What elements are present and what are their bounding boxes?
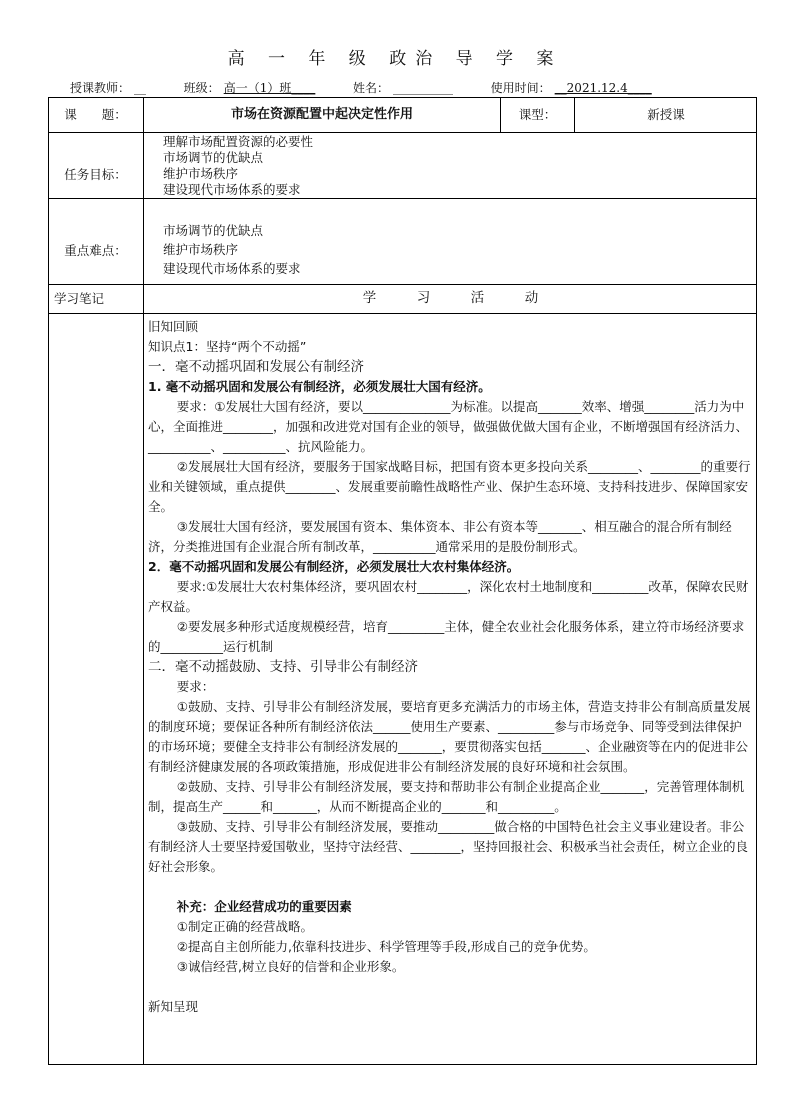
- activity-content: [148, 317, 754, 1017]
- name-value: __________: [393, 81, 453, 95]
- key-item: 建设现代市场体系的要求: [163, 261, 301, 276]
- class-value: 高一（1）班____: [223, 81, 316, 95]
- goal-item: 市场调节的优缺点: [163, 150, 264, 165]
- notes-label: 学习笔记: [54, 291, 105, 306]
- supplement-heading: 补充：企业经营成功的重要因素: [176, 899, 352, 914]
- list-item: ②提高自主创所能力,依靠科技进步、科学管理等手段,形成自己的竞争优势。: [176, 939, 596, 954]
- paragraph: ②发展展壮大国有经济，要服务于国家战略目标，把国有资本更多投向关系________、________的重要行业和关键领域，重点提供________、发展重要前瞻性战略性产业、保护生态环境、支持科技进步、保障国家安全。: [148, 459, 751, 514]
- list-item: ①制定正确的经营战略。: [176, 919, 313, 934]
- key-item: 维护市场秩序: [163, 242, 239, 257]
- type-value: 新授课: [647, 107, 685, 122]
- activity-label: 学 习 活 动: [362, 290, 539, 306]
- subsection-heading: 2．毫不动摇巩固和发展公有制经济，必须发展壮大农村集体经济。: [148, 559, 520, 574]
- topic-value: 市场在资源配置中起决定性作用: [230, 107, 413, 122]
- time-value: __2021.12.4____: [554, 81, 652, 95]
- paragraph: 要求:①发展壮大农村集体经济，要巩固农村________，深化农村土地制度和_________改革，保障农民财产权益。: [148, 579, 749, 614]
- topic-label: 课 题：: [64, 107, 127, 122]
- time-label: 使用时间：: [490, 81, 551, 95]
- goals-list: [163, 134, 743, 198]
- list-item: ③诚信经营,树立良好的信誉和企业形象。: [176, 959, 405, 974]
- paragraph: 要求：: [176, 679, 215, 694]
- goal-item: 建设现代市场体系的要求: [163, 182, 301, 197]
- type-label: 课型：: [518, 107, 557, 122]
- goals-label: 任务目标：: [64, 167, 127, 182]
- key-item: 市场调节的优缺点: [163, 223, 264, 238]
- section-heading: 一．毫不动摇巩固和发展公有制经济: [148, 359, 364, 375]
- keys-list: [163, 221, 743, 278]
- goal-item: 理解市场配置资源的必要性: [163, 134, 314, 149]
- keys-label: 重点难点：: [64, 243, 127, 258]
- paragraph: ③鼓励、支持、引导非公有制经济发展，要推动_________做合格的中国特色社会主义事业建设者。非公有制经济人士要坚持爱国敬业，坚持守法经营、________，坚持回报社会、积极承当社会责任，树立企业的良好社会形象。: [148, 819, 749, 874]
- knowledge-point: 知识点1：坚持“两个不动摇”: [148, 339, 307, 354]
- paragraph: ①鼓励、支持、引导非公有制经济发展，要培育更多充满活力的市场主体，营造支持非公有制高质量发展的制度环境；要保证各种所有制经济依法______使用生产要素、_________参与市场竞争、同等受到法律保护的市场环境；要健全支持非公有制经济发展的_______，要贯彻落实包括_______、企业融资等在内的促进非公有制经济健康发展的各项政策措施，形成促进非公有制经济发展的良好环境和社会氛围。: [148, 699, 751, 774]
- row-divider: [48, 284, 757, 285]
- row-divider: [48, 313, 757, 314]
- row-divider: [48, 198, 757, 199]
- paragraph: ③发展壮大国有经济，要发展国有资本、集体资本、非公有资本等_______、相互融合的混合所有制经济，分类推进国有企业混合所有制改革，__________通常采用的是股份制形式。: [148, 519, 732, 554]
- goal-item: 维护市场秩序: [163, 166, 239, 181]
- doc-title: 高 一 年 级 政治 导 学 案: [227, 49, 563, 69]
- class-label: 班级：: [183, 81, 220, 95]
- paragraph: 要求：①发展壮大国有经济，要以______________为标准。以提高_______效率、增强________活力为中心，全面推进________，加强和改进党对国有企业的领导，做强做优做大国有企业，不断增强国有经济活力、__________、__________、抗风险能力。: [148, 399, 749, 454]
- name-label: 姓名：: [352, 81, 389, 95]
- section-heading: 二．毫不动摇鼓励、支持、引导非公有制经济: [148, 659, 418, 675]
- teacher-label: 授课教师：: [70, 81, 131, 95]
- header-meta: [70, 79, 760, 96]
- section-heading: 旧知回顾: [148, 319, 199, 334]
- row-divider: [48, 132, 757, 133]
- teacher-value: __: [134, 81, 147, 95]
- paragraph: ②要发展多种形式适度规模经营，培育_________主体，健全农业社会化服务体系，建立符市场经济要求的__________运行机制: [148, 619, 745, 654]
- column-divider: [143, 97, 144, 1065]
- paragraph: ②鼓励、支持、引导非公有制经济发展，要支持和帮助非公有制企业提高企业_______，完善管理体制机制，提高生产______和_______，从而不断提高企业的_______和_________。: [148, 779, 745, 814]
- subsection-heading: 1. 毫不动摇巩固和发展公有制经济，必须发展壮大国有经济。: [148, 379, 491, 394]
- section-heading: 新知呈现: [148, 999, 199, 1014]
